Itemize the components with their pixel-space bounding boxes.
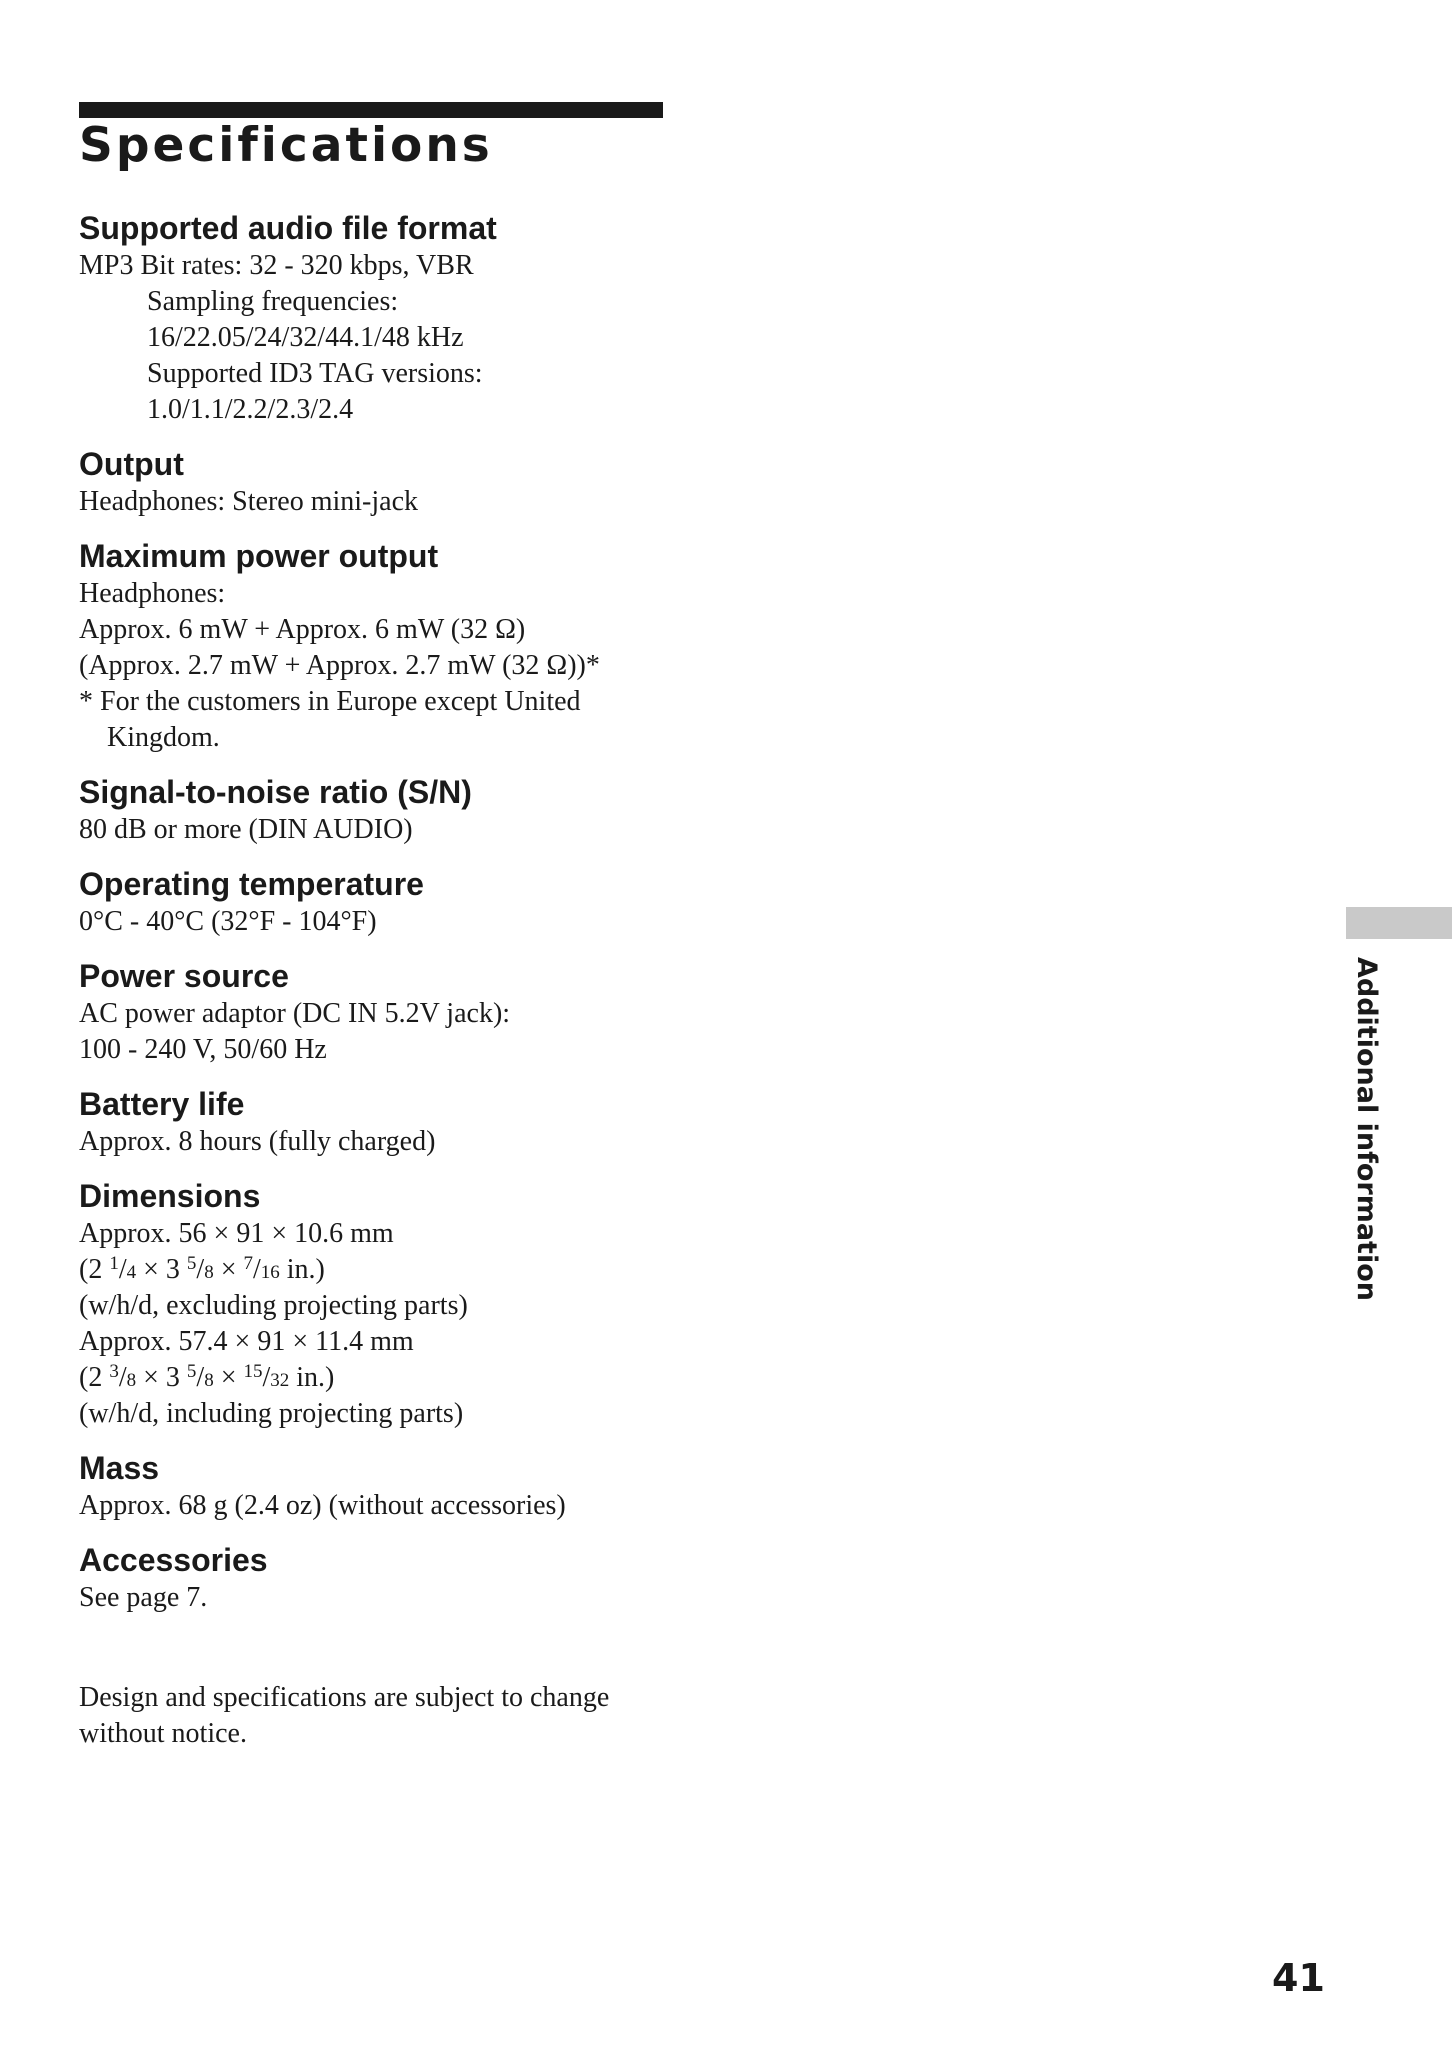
section-heading: Operating temperature [79,866,424,902]
section-heading: Supported audio file format [79,210,497,246]
spec-line-inches: (2 $^3$/8 × 3 $^5$/8 × $^{15}$/32 in.) [79,1361,335,1393]
section-heading: Battery life [79,1086,245,1122]
notice-line: Design and specifications are subject to change [79,1682,610,1713]
section-heading: Power source [79,958,289,994]
section-heading: Maximum power output [79,538,439,574]
spec-line-inches: (2 $^1$/4 × 3 $^5$/8 × $^7$/16 in.) [79,1253,325,1285]
spec-line: See page 7. [79,1582,208,1613]
spec-line: 16/22.05/24/32/44.1/48 kHz [147,322,464,353]
spec-line: Sampling frequencies: [147,286,399,317]
section-power-source [79,956,679,1068]
section-heading: Mass [79,1450,160,1486]
page-title: Specifications [79,118,493,173]
section-max-power-output [79,536,679,756]
section-heading: Dimensions [79,1178,261,1214]
spec-line: 80 dB or more (DIN AUDIO) [79,814,413,845]
change-notice [79,1680,679,1752]
spec-line: Approx. 57.4 × 91 × 11.4 mm [79,1326,414,1357]
section-heading: Signal-to-noise ratio (S/N) [79,774,472,810]
footnote: * For the customers in Europe except United [79,686,581,717]
section-output [79,444,679,520]
spec-line: Headphones: [79,578,226,609]
notice-line: without notice. [79,1718,247,1749]
spec-line: Approx. 8 hours (fully charged) [79,1126,436,1157]
section-side-label: Additional information [1351,957,1382,1301]
section-accessories [79,1540,679,1616]
spec-line: Approx. 56 × 91 × 10.6 mm [79,1218,394,1249]
spec-line: (w/h/d, including projecting parts) [79,1398,464,1429]
spec-line: Headphones: Stereo mini-jack [79,486,419,517]
spec-line: 0°C - 40°C (32°F - 104°F) [79,906,377,937]
section-tab-marker [1346,907,1452,939]
spec-line: Approx. 6 mW + Approx. 6 mW (32 Ω) [79,614,526,645]
footnote-continued: Kingdom. [107,722,220,753]
section-dimensions [79,1176,679,1432]
section-signal-to-noise [79,772,679,848]
spec-line: Supported ID3 TAG versions: [147,358,483,389]
spec-line: MP3 Bit rates: 32 - 320 kbps, VBR [79,250,474,281]
spec-line: 100 - 240 V, 50/60 Hz [79,1034,327,1065]
section-operating-temperature [79,864,679,940]
section-battery-life [79,1084,679,1160]
section-audio-format [79,208,679,428]
spec-line: (Approx. 2.7 mW + Approx. 2.7 mW (32 Ω))* [79,650,600,681]
page-number: 41 [1272,1956,1325,2000]
specifications-list [79,208,679,1616]
spec-line: Approx. 68 g (2.4 oz) (without accessories) [79,1490,566,1521]
section-heading: Accessories [79,1542,268,1578]
spec-line: 1.0/1.1/2.2/2.3/2.4 [147,394,354,425]
section-heading: Output [79,446,184,482]
section-mass [79,1448,679,1524]
spec-line: AC power adaptor (DC IN 5.2V jack): [79,998,511,1029]
spec-line: (w/h/d, excluding projecting parts) [79,1290,468,1321]
